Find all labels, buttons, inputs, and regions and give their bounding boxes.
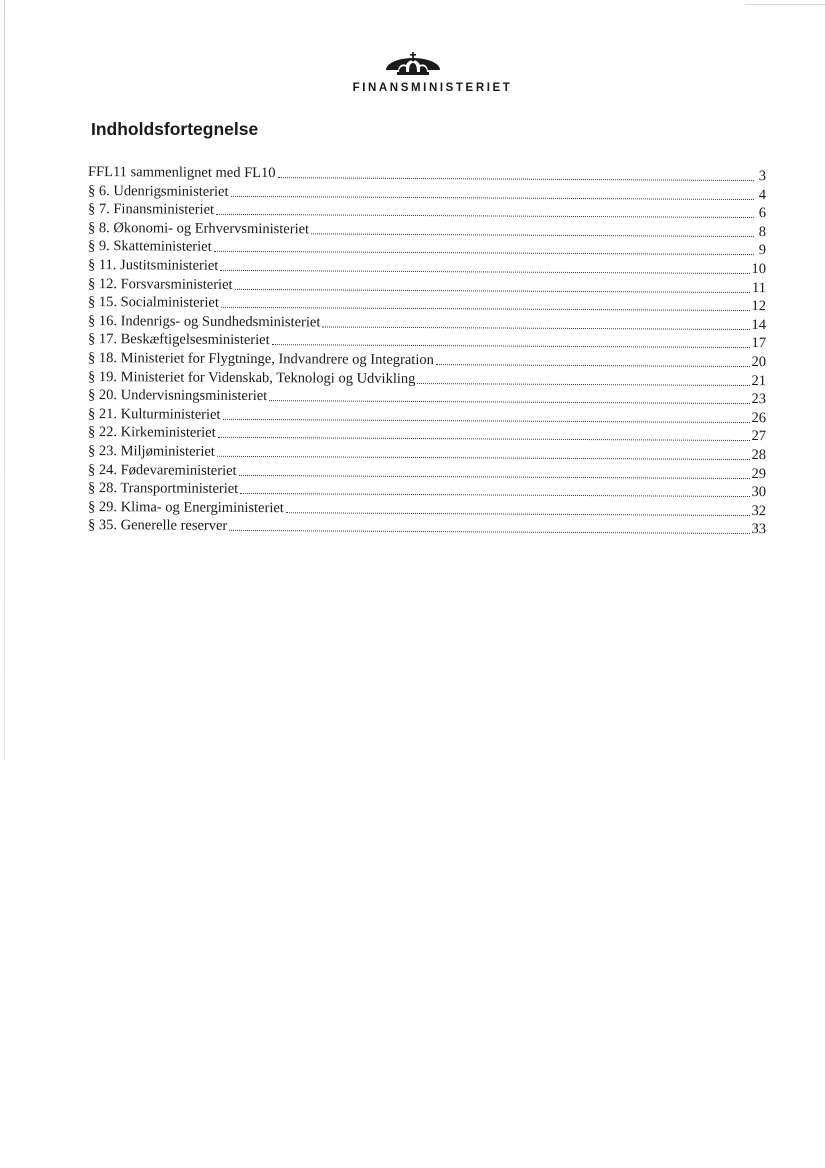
dot-leader: [311, 233, 754, 237]
toc-entry-label: § 7. Finansministeriet: [87, 200, 215, 218]
dot-leader: [272, 344, 750, 348]
toc-entry-page: 17: [751, 334, 767, 352]
dot-leader: [218, 437, 750, 441]
toc-title: Indholdsfortegnelse: [91, 119, 259, 139]
toc-entry-page: 4: [758, 186, 767, 203]
dot-leader: [221, 307, 750, 311]
ministry-name: FINANSMINISTERIET: [352, 82, 513, 94]
dot-leader: [231, 195, 754, 199]
dot-leader: [220, 269, 749, 273]
dot-leader: [322, 326, 749, 330]
toc-entry-label: § 29. Klima- og Energiministeriet: [87, 498, 284, 516]
toc-entry-label: § 12. Forsvarsministeriet: [87, 275, 233, 293]
toc-entry-page: 23: [751, 390, 767, 407]
toc-entry-page: 30: [751, 483, 767, 500]
toc-entry-page: 3: [758, 167, 767, 184]
toc-entry-page: 32: [751, 502, 767, 519]
toc-entry-label: FFL11 sammenlignet med FL10: [87, 163, 276, 181]
toc-entry-page: 27: [751, 427, 767, 445]
table-of-contents: [87, 162, 767, 538]
dot-leader: [214, 251, 754, 255]
dot-leader: [240, 493, 749, 497]
toc-entry-label: § 18. Ministeriet for Flygtninge, Indvandrere og Integration: [87, 349, 434, 368]
letterhead: [0, 48, 825, 94]
toc-entry-label: § 6. Udenrigsministeriet: [87, 182, 229, 200]
toc-entry-label: § 23. Miljøministeriet: [87, 442, 215, 460]
toc-entry-label: § 19. Ministeriet for Videnskab, Teknologi og Udvikling: [87, 368, 416, 387]
dot-leader: [417, 382, 749, 385]
toc-entry-label: § 35. Generelle reserver: [87, 516, 228, 534]
toc-entry-page: 6: [758, 204, 767, 221]
toc-entry-page: 11: [751, 279, 767, 296]
toc-entry: [88, 515, 766, 538]
toc-entry-label: § 21. Kulturministeriet: [87, 405, 221, 423]
toc-entry-page: 29: [751, 465, 767, 482]
toc-entry-page: 26: [751, 409, 767, 426]
toc-entry-page: 10: [751, 260, 767, 277]
dot-leader: [278, 177, 754, 181]
toc-entry-page: 21: [751, 372, 767, 389]
dot-leader: [235, 288, 750, 292]
dot-leader: [222, 418, 749, 422]
toc-entry-page: 14: [751, 316, 767, 333]
toc-entry-page: 20: [751, 353, 767, 370]
toc-entry-page: 9: [758, 242, 767, 259]
dot-leader: [229, 530, 749, 534]
dot-leader: [436, 364, 750, 367]
crown-icon: [384, 48, 442, 82]
toc-entry-label: § 17. Beskæftigelsesministeriet: [87, 330, 270, 349]
toc-entry-label: § 28. Transportministeriet: [87, 479, 239, 497]
dot-leader: [216, 214, 754, 218]
dot-leader: [269, 400, 749, 404]
toc-entry-page: 33: [751, 520, 767, 538]
dot-leader: [217, 455, 750, 459]
toc-entry-label: § 8. Økonomi- og Erhvervsministeriet: [87, 219, 310, 237]
toc-entry-page: 12: [751, 297, 767, 314]
toc-entry-label: § 16. Indenrigs- og Sundhedsministeriet: [87, 312, 321, 330]
dot-leader: [286, 511, 750, 515]
toc-entry-page: 8: [758, 223, 767, 240]
toc-entry-label: § 9. Skatteministeriet: [87, 237, 212, 255]
dot-leader: [239, 474, 750, 478]
toc-entry-label: § 15. Socialministeriet: [87, 293, 219, 311]
toc-entry-label: § 22. Kirkeministeriet: [87, 423, 216, 441]
toc-entry-label: § 20. Undervisningsministeriet: [87, 386, 268, 404]
toc-entry-label: § 24. Fødevareministeriet: [87, 461, 237, 479]
scan-edge-left: [4, 0, 5, 760]
toc-entry-label: § 11. Justitsministeriet: [87, 256, 219, 274]
scan-edge-top: [745, 4, 825, 5]
toc-entry-page: 28: [751, 446, 767, 463]
